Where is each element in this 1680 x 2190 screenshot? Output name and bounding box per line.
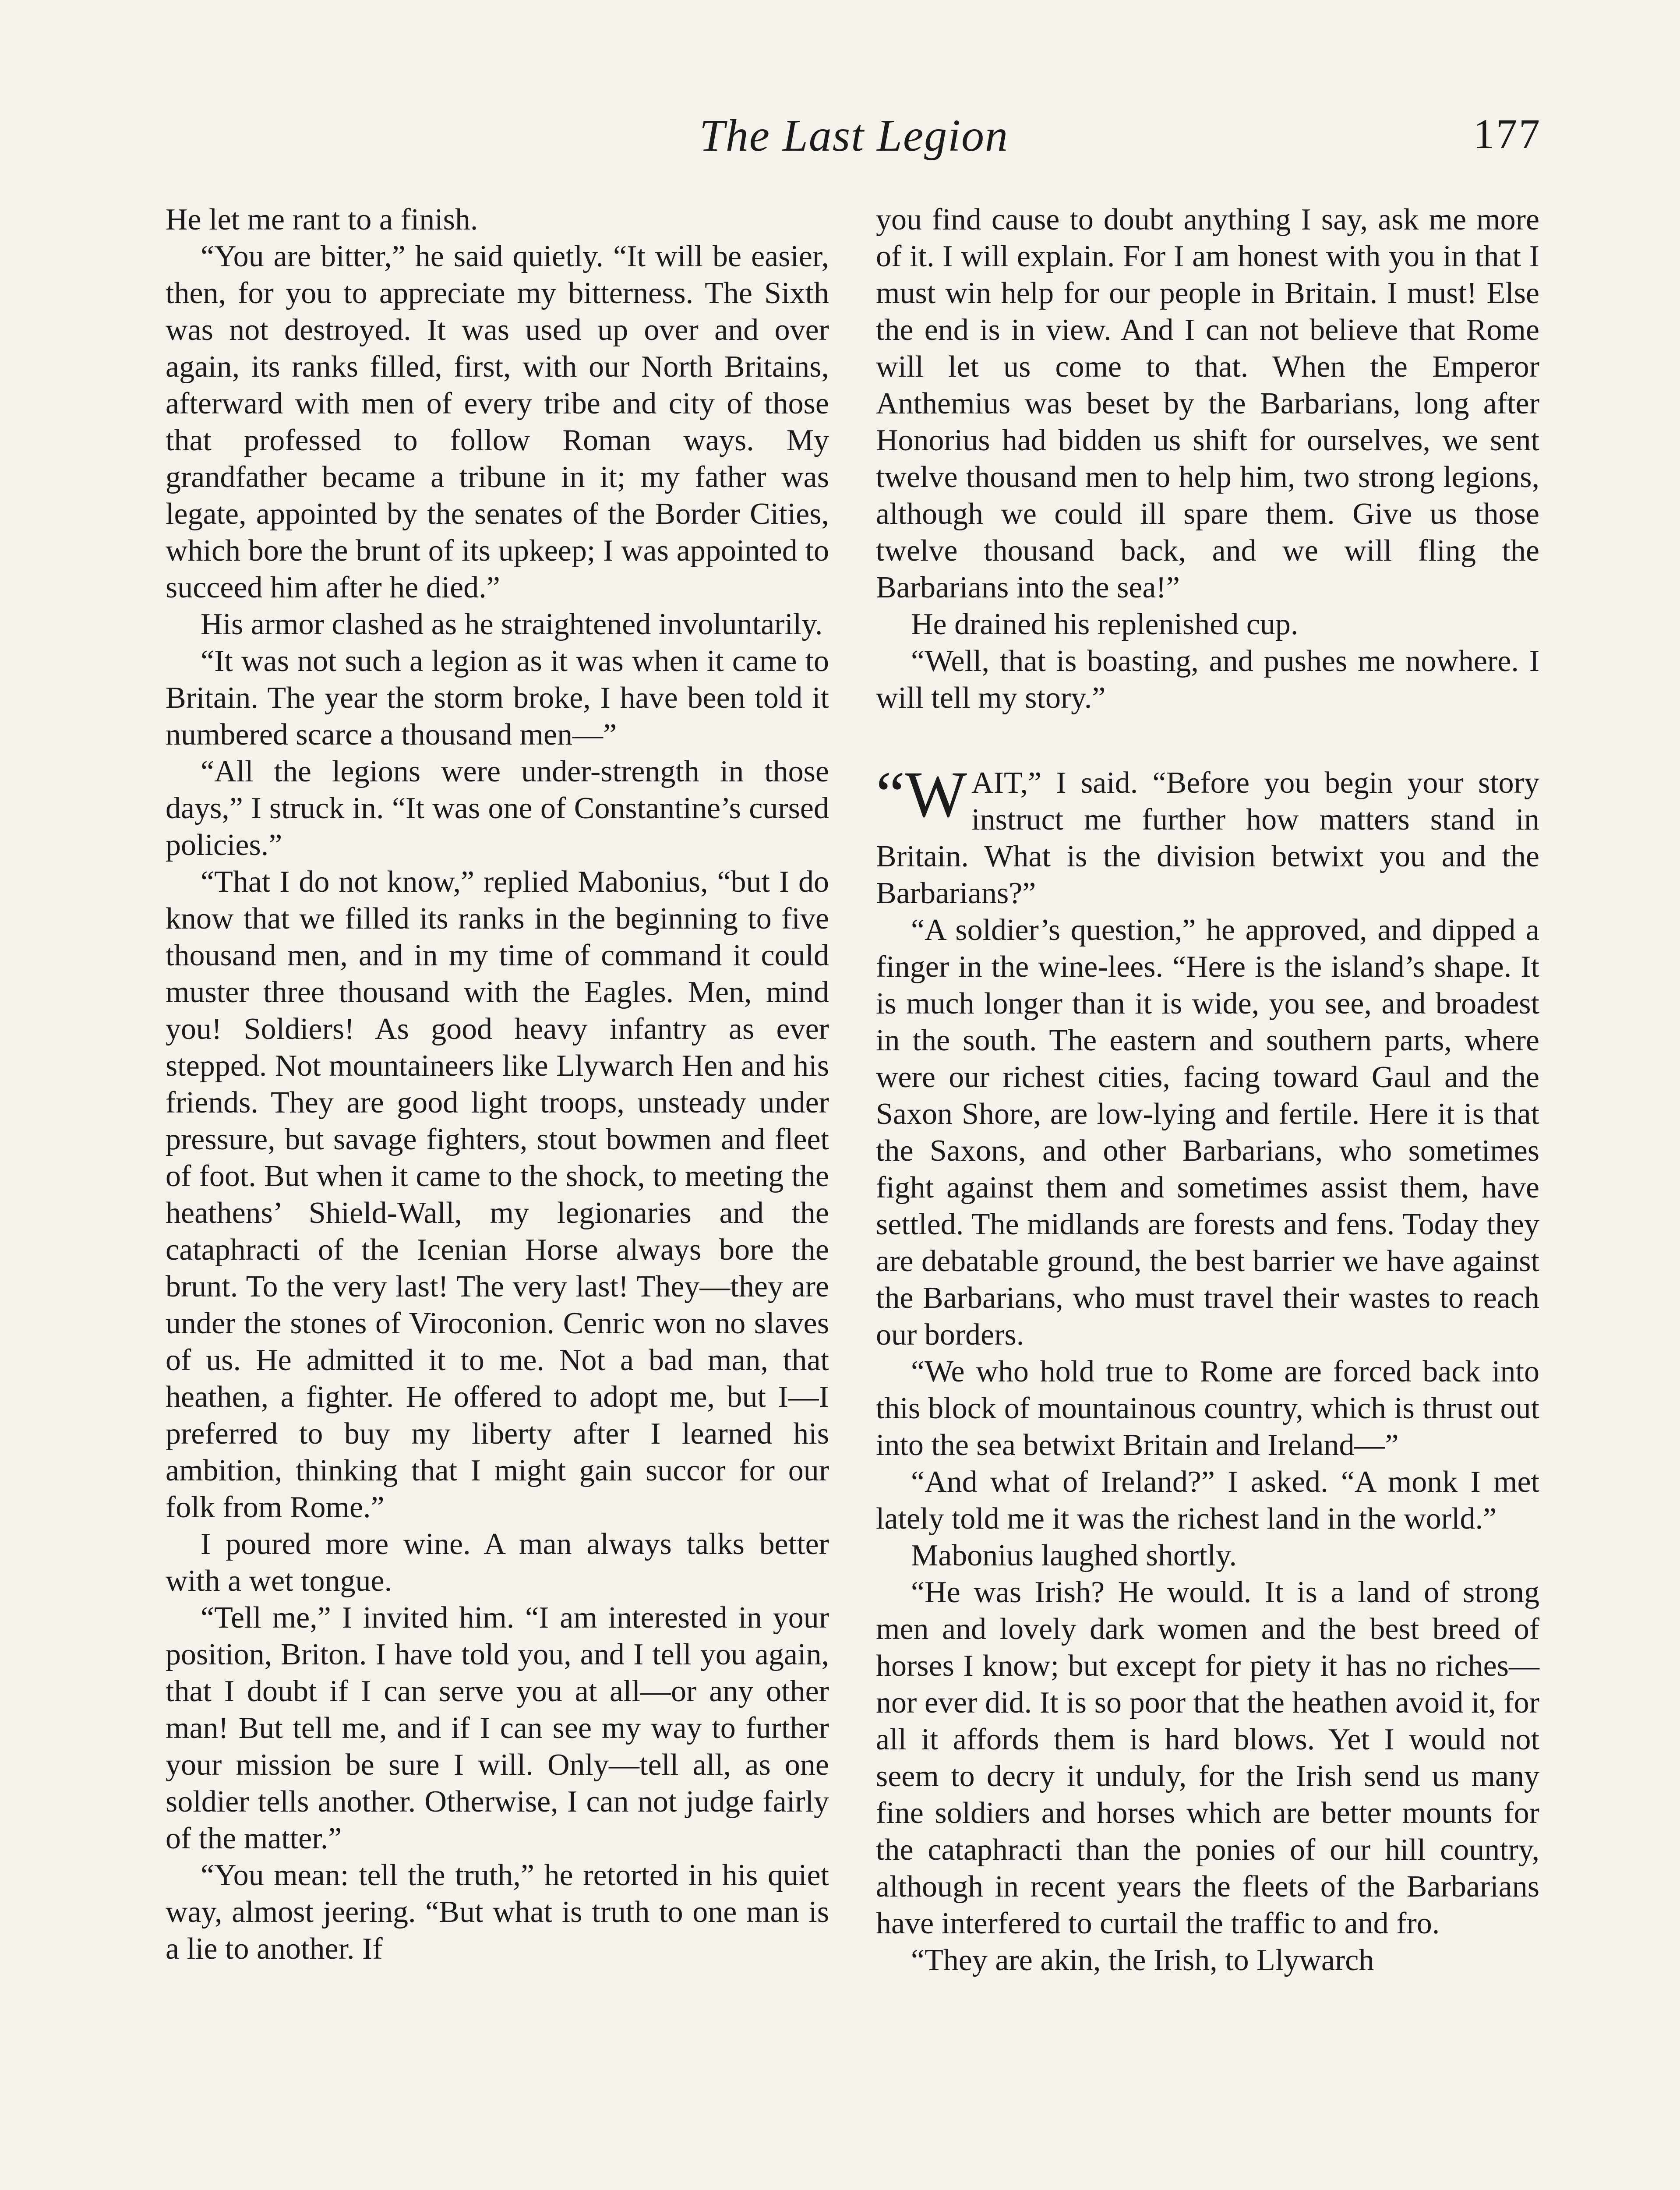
paragraph: He let me rant to a finish. <box>166 203 478 237</box>
right-column <box>876 201 1539 1979</box>
paragraph: “Tell me,” I invited him. “I am interested in your position, Briton. I have told you, and I tell you again, that I doubt if I can serve you at all—or any other man! But tell me, and if I can see my way to further your mission be sure I will. Only—tell all, as one soldier tells another. Otherwise, I can not judge fairly of the matter.” <box>166 1601 829 1855</box>
left-column <box>166 201 829 1967</box>
paragraph: “You mean: tell the truth,” he retorted in his quiet way, almost jeering. “But what is truth to one man is a lie to another. If <box>166 1858 829 1966</box>
paragraph: “They are akin, the Irish, to Llywarch <box>911 1943 1374 1977</box>
paragraph: “You are bitter,” he said quietly. “It will be easier, then, for you to appreciate my bitterness. The Sixth was not destroyed. It was used up over and over again, its ranks filled, first, with our North Britains, afterward with men of every tribe and city of those that professed to follow Roman ways. My grandfather became a tribune in it; my father was legate, appointed by the senates of the Border Cities, which bore the brunt of its upkeep; I was appointed to succeed him after he died.” <box>166 240 829 604</box>
paragraph: “He was Irish? He would. It is a land of strong men and lovely dark women and the best breed of horses I know; but except for piety it has no riches—nor ever did. It is so poor that the heathen avoid it, for all it affords them is hard blows. Yet I would not seem to decry it unduly, for the Irish send us many fine soldiers and horses which are better mounts for the cataphracti than the ponies of our hill country, although in recent years the fleets of the Barbarians have interfered to curtail the traffic to and fro. <box>876 1575 1539 1940</box>
paragraph: “That I do not know,” replied Mabonius, “but I do know that we filled its ranks in the beginning to five thousand men, and in my time of command it could muster three thousand with the Eagles. Men, mind you! Soldiers! As good heavy infantry as ever stepped. Not mountaineers like Llywarch Hen and his friends. They are good light troops, unsteady under pressure, but savage fighters, stout bowmen and fleet of foot. But when it came to the shock, to meeting the heathens’ Shield-Wall, my legionaries and the cataphracti of the Icenian Horse always bore the brunt. To the very last! The very last! They—they are under the stones of Viroconion. Cenric won no slaves of us. He admitted it to me. Not a bad man, that heathen, a fighter. He offered to adopt me, but I—I preferred to buy my liberty after I learned his ambition, thinking that I might gain succor for our folk from Rome.” <box>166 865 829 1524</box>
drop-cap-quote: “ <box>876 758 905 831</box>
paragraph: Mabonius laughed shortly. <box>911 1539 1237 1572</box>
drop-cap-letter: W <box>905 758 967 831</box>
page-number: 177 <box>1473 110 1542 157</box>
paragraph: “And what of Ireland?” I asked. “A monk I met lately told me it was the richest land in the world.” <box>876 1465 1539 1536</box>
paragraph: I poured more wine. A man always talks better with a wet tongue. <box>166 1527 829 1598</box>
section-break <box>876 717 1539 765</box>
paragraph: “It was not such a legion as it was when it came to Britain. The year the storm broke, I have been told it numbered scarce a thousand men—” <box>166 644 829 752</box>
paragraph: He drained his replenished cup. <box>911 608 1299 641</box>
paragraph: “Well, that is boasting, and pushes me nowhere. I will tell my story.” <box>876 644 1539 715</box>
dropcap-paragraph <box>876 758 1539 912</box>
page-header <box>166 110 1542 175</box>
drop-cap <box>876 758 971 831</box>
paragraph: His armor clashed as he straightened involuntarily. <box>201 608 823 641</box>
paragraph: “A soldier’s question,” he approved, and dipped a finger in the wine-lees. “Here is the island’s shape. It is much longer than it is wide, you see, and broadest in the south. The eastern and southern parts, where were our richest cities, facing toward Gaul and the Saxon Shore, are low-lying and fertile. Here it is that the Saxons, and other Barbarians, who sometimes fight against them and sometimes assist them, have settled. The midlands are forests and fens. Today they are debatable ground, the best barrier we have against the Barbarians, who must travel their wastes to reach our borders. <box>876 913 1539 1352</box>
paragraph: “All the legions were under-strength in those days,” I struck in. “It was one of Constantine’s cursed policies.” <box>166 755 829 862</box>
running-title: The Last Legion <box>699 110 1009 161</box>
paragraph: you find cause to doubt anything I say, ask me more of it. I will explain. For I am honest with you in that I must win help for our people in Britain. I must! Else the end is in view. And I can not believe that Rome will let us come to that. When the Emperor Anthemius was beset by the Barbarians, long after Honorius had bidden us shift for ourselves, we sent twelve thousand men to help him, two strong legions, although we could ill spare them. Give us those twelve thousand back, and we will fling the Barbarians into the sea!” <box>876 203 1539 604</box>
dropcap-paragraph-text: AIT,” I said. “Before you begin your story instruct me further how matters stand in Britain. What is the division betwixt you and the Barbarians?” <box>876 766 1539 910</box>
paragraph: “We who hold true to Rome are forced back into this block of mountainous country, which is thrust out into the sea betwixt Britain and Ireland—” <box>876 1355 1539 1462</box>
